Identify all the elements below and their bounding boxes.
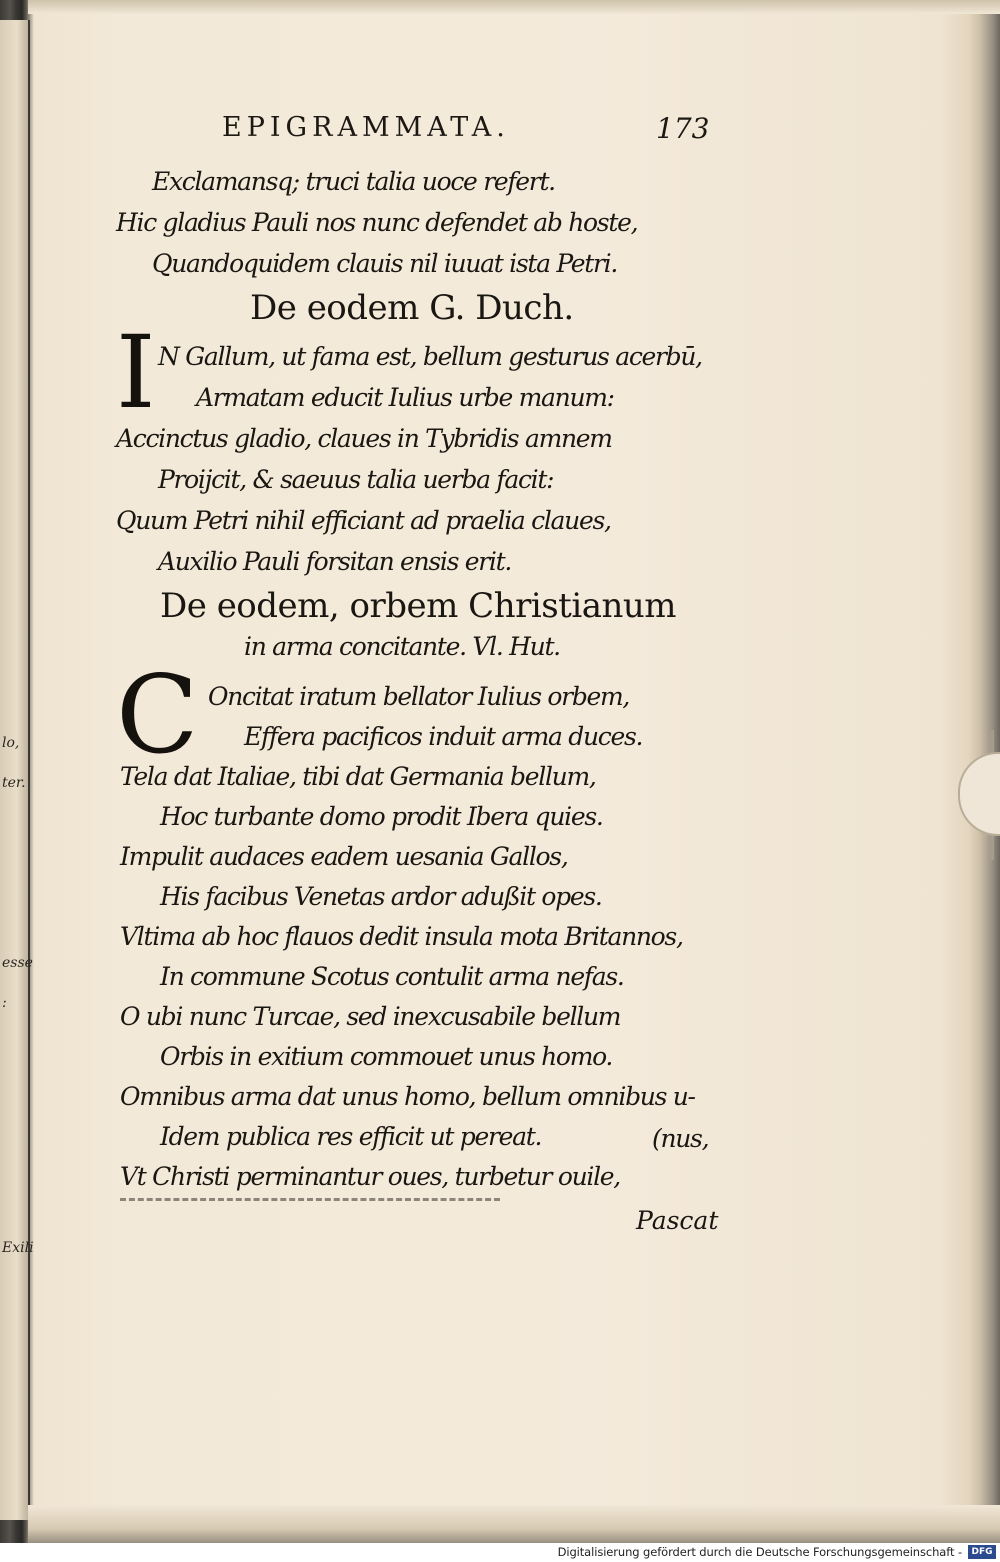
- margin-fragment: Exili: [2, 1240, 34, 1256]
- page-bottom-edge: [28, 1505, 1000, 1545]
- verse-line: Idem publica res efficit ut pereat.: [160, 1122, 542, 1151]
- verse-line: Orbis in exitium commouet unus homo.: [160, 1042, 613, 1071]
- verse-line: Armatam educit Iulius urbe manum:: [196, 383, 614, 412]
- drop-cap: I: [116, 314, 156, 431]
- page-number: 173: [656, 112, 710, 145]
- verse-line: Impulit audaces eadem uesania Gallos,: [120, 842, 568, 871]
- verse-line: Hoc turbante domo prodit Ibera quies.: [160, 802, 603, 831]
- verse-line: N Gallum, ut fama est, bellum gesturus acerbū,: [158, 342, 702, 371]
- section-subheading: in arma concitante. Vl. Hut.: [244, 632, 560, 661]
- verse-line: Quum Petri nihil efficiant ad praelia claues,: [116, 506, 611, 535]
- cropped-line-fragment: [120, 1198, 500, 1215]
- verse-line: In commune Scotus contulit arma nefas.: [160, 962, 624, 991]
- drop-cap: C: [116, 653, 199, 778]
- verse-line: Omnibus arma dat unus homo, bellum omnibus u-: [120, 1082, 695, 1111]
- margin-fragment: ter.: [2, 775, 26, 791]
- verse-line: Vltima ab hoc flauos dedit insula mota Britannos,: [120, 922, 683, 951]
- verse-line: Hic gladius Pauli nos nunc defendet ab hoste,: [116, 208, 638, 237]
- page-top-edge: [28, 0, 1000, 14]
- running-title: EPIGRAMMATA.: [222, 112, 510, 143]
- verse-line: O ubi nunc Turcae, sed inexcusabile bellum: [120, 1002, 621, 1031]
- verse-turnover: (nus,: [652, 1124, 709, 1153]
- verse-line: Exclamansq; truci talia uoce refert.: [152, 167, 555, 196]
- page-header: [222, 112, 722, 152]
- funding-credit: Digitalisierung gefördert durch die Deutsche Forschungsgemeinschaft -: [557, 1545, 962, 1559]
- verse-line: Proijcit, & saeuus talia uerba facit:: [158, 465, 554, 494]
- verse-line: Auxilio Pauli forsitan ensis erit.: [158, 547, 511, 576]
- verse-line: Tela dat Italiae, tibi dat Germania bellum,: [120, 762, 596, 791]
- dfg-logo: DFG: [968, 1545, 996, 1559]
- verse-line: Effera pacificos induit arma duces.: [244, 722, 643, 751]
- footer-bar: [0, 1543, 1000, 1562]
- catchword: Pascat: [636, 1206, 719, 1235]
- margin-fragment: esse: [2, 955, 33, 971]
- verse-line: His facibus Venetas ardor adußit opes.: [160, 882, 602, 911]
- margin-fragment: :: [2, 995, 7, 1011]
- verse-line: Vt Christi perminantur oues, turbetur ouile,: [120, 1162, 620, 1191]
- verse-line: Oncitat iratum bellator Iulius orbem,: [208, 682, 630, 711]
- verse-line: Accinctus gladio, claues in Tybridis amnem: [116, 424, 612, 453]
- section-heading: De eodem, orbem Christianum: [160, 586, 677, 626]
- facing-page-edge: [0, 20, 34, 1520]
- margin-fragment: lo,: [2, 735, 20, 751]
- section-heading: De eodem G. Duch.: [250, 288, 574, 328]
- verse-line: Quandoquidem clauis nil iuuat ista Petri.: [152, 249, 617, 278]
